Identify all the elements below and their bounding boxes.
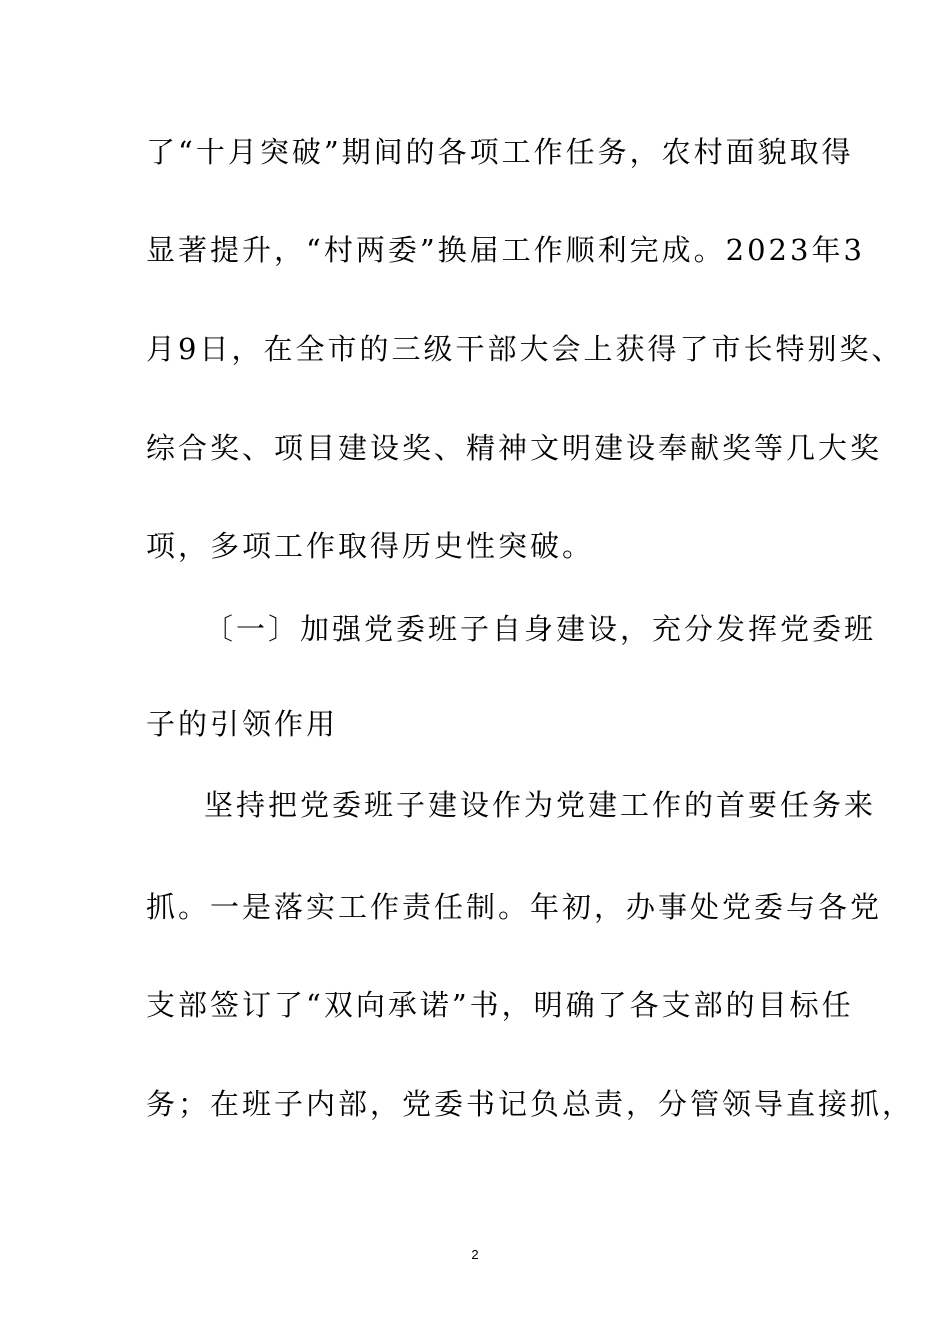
paragraph-line: 显著提升，“村两委”换届工作顺利完成。2023年3 bbox=[146, 233, 865, 267]
paragraph-line: 综合奖、项目建设奖、精神文明建设奉献奖等几大奖 bbox=[146, 431, 883, 465]
paragraph-line: 了“十月突破”期间的各项工作任务，农村面貌取得 bbox=[146, 135, 854, 169]
paragraph-line: 项，多项工作取得历史性突破。 bbox=[146, 529, 595, 563]
paragraph-line: 抓。一是落实工作责任制。年初，办事处党委与各党 bbox=[146, 890, 883, 924]
paragraph-line: 务；在班子内部，党委书记负总责，分管领导直接抓， bbox=[146, 1087, 915, 1121]
section-heading-line: 〔一〕加强党委班子自身建设，充分发挥党委班 bbox=[204, 612, 877, 646]
paragraph-line: 支部签订了“双向承诺”书，明确了各支部的目标任 bbox=[146, 988, 854, 1022]
section-heading-line: 子的引领作用 bbox=[146, 707, 339, 741]
paragraph-line: 月9日，在全市的三级干部大会上获得了市长特别奖、 bbox=[146, 332, 904, 366]
page-number: 2 bbox=[471, 1247, 479, 1262]
paragraph-line: 坚持把党委班子建设作为党建工作的首要任务来 bbox=[204, 788, 877, 822]
